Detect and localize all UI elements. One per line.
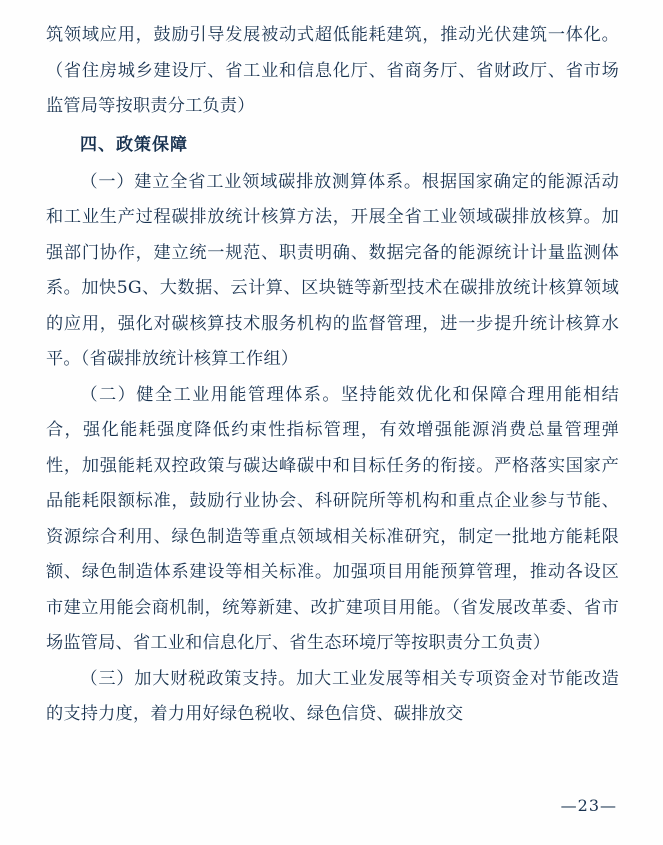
- paragraph-item-two: （二）健全工业用能管理体系。坚持能效优化和保障合理用能相结合，强化能耗强度降低约束性指标管理，有效增强能源消费总量管理弹性，加强能耗双控政策与碳达峰碳中和目标任务的衔接。严格落实国家产品能耗限额标准，鼓励行业协会、科研院所等机构和重点企业参与节能、资源综合利用、绿色制造等重点领域相关标准研究，制定一批地方能耗限额、绿色制造体系建设等相关标准。加强项目用能预算管理，推动各设区市建立用能会商机制，统筹新建、改扩建项目用能。（省发展改革委、省市场监管局、省工业和信息化厅、省生态环境厅等按职责分工负责）: [46, 384, 619, 653]
- paragraph-continuation: 筑领域应用，鼓励引导发展被动式超低能耗建筑，推动光伏建筑一体化。（省住房城乡建设厅、省工业和信息化厅、省商务厅、省财政厅、省市场监管局等按职责分工负责）: [46, 25, 619, 116]
- page-number: —23—: [560, 796, 617, 815]
- paragraph-item-one: （一）建立全省工业领域碳排放测算体系。根据国家确定的能源活动和工业生产过程碳排放统计核算方法，开展全省工业领域碳排放核算。加强部门协作，建立统一规范、职责明确、数据完备的能源统计计量监测体系。加快5G、大数据、云计算、区块链等新型技术在碳排放统计核算领域的应用，强化对碳核算技术服务机构的监督管理，进一步提升统计核算水平。（省碳排放统计核算工作组）: [46, 171, 619, 369]
- paragraph-item-three: （三）加大财税政策支持。加大工业发展等相关专项资金对节能改造的支持力度，着力用好绿色税收、绿色信贷、碳排放交: [46, 668, 619, 724]
- section-heading-policy-guarantee: 四、政策保障: [80, 134, 188, 155]
- document-body: [46, 18, 619, 733]
